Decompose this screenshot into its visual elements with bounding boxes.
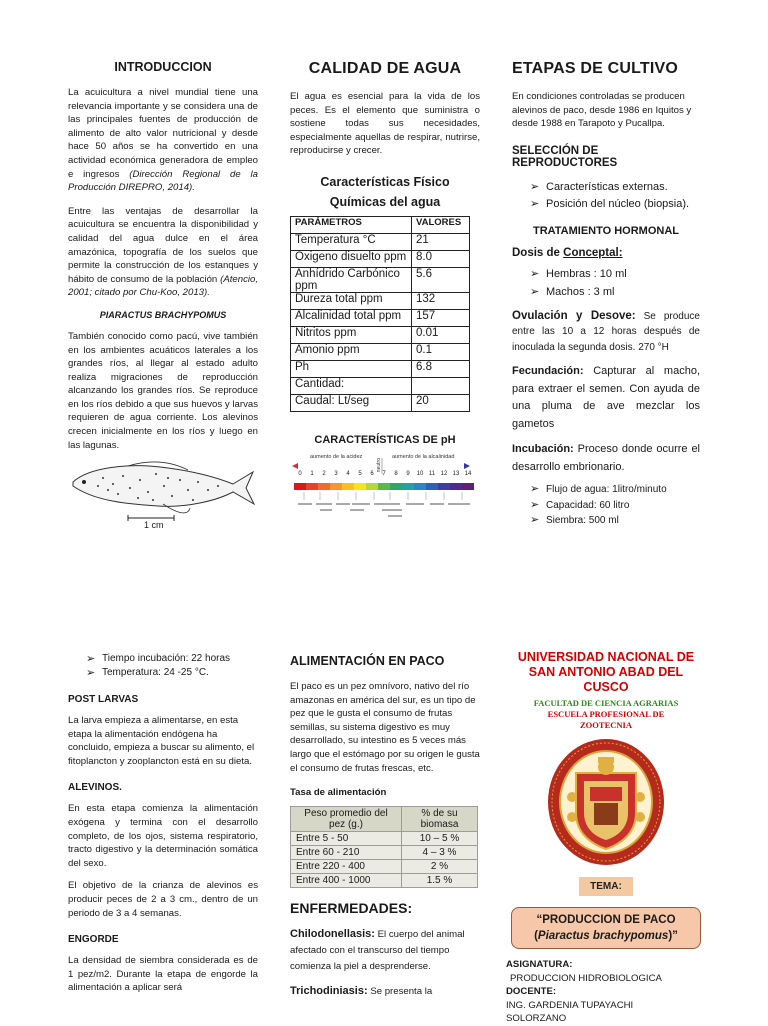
parameter-cell: Amonio ppm [291,343,412,360]
ph-number: 4 [346,470,350,477]
ph-color-cell [294,483,306,490]
ph-color-cell [318,483,330,490]
larvas-column [68,652,258,995]
species-title: PIARACTUS BRACHYPOMUS [99,309,227,320]
etapas-paragraph: En condiciones controladas se producen alevinos de paco, desde 1986 en Iquitos y desde 1988 en Tarapoto y Pucallpa. [512,91,692,130]
ovulacion-paragraph: Ovulación y Desove: Se produce entre las 10 a 12 horas después de inoculada la segunda dosis. 270 °H [512,309,700,353]
asignatura-block [506,958,706,1026]
asignatura-value: PRODUCCION HIDROBIOLOGICA [510,972,662,984]
alimentacion-column [290,654,480,1000]
incubacion-list [512,482,700,529]
ph-number: 5 [358,470,362,477]
parameter-cell: Oxigeno disuelto ppm [291,250,412,267]
table-row [291,860,478,874]
docente-value-1: ING. GARDENIA TUPAYACHI [506,999,634,1011]
table-row [291,309,470,326]
ph-title: CARACTERÍSTICAS DE pH [314,433,456,446]
parameter-cell: Anhídrido Carbónico ppm [291,267,412,292]
parameter-cell: Temperatura °C [291,233,412,250]
chilodonellasis-paragraph: Chilodonellasis: El cuerpo del animal afectado con el transcurso del tiempo comienza la piel a desprenderse. [290,928,465,973]
list-item: ➢ Características externas. [528,179,700,196]
biomass-cell: 10 – 5 % [402,832,478,846]
alevinos-title: ALEVINOS. [68,782,122,794]
post-larvas-title: POST LARVAS [68,694,139,705]
tasa-title: Tasa de alimentación [290,787,387,799]
intro-column [68,60,258,534]
ph-number: 6 [370,470,374,477]
ph-color-cell [402,483,414,490]
engorde-title: ENGORDE [68,934,119,946]
faculty-name: FACULTAD DE CIENCIA AGRARIAS [533,698,679,708]
biomass-cell: 2 % [402,860,478,874]
ph-number: 13 [452,470,460,477]
parameter-cell: Ph [291,360,412,377]
tema-scientific-name: Piaractus brachypomus [537,930,669,942]
value-cell: 20 [412,394,470,411]
post-larvas-paragraph: La larva empieza a alimentarse, en esta etapa la alimentación endógena ha concluido, empieza a buscar su alimento, el fitoplancton y zooplancton está en su dieta. [68,715,255,767]
ph-number: 11 [428,470,436,477]
ph-number: 10 [416,470,424,477]
ph-number: 14 [464,470,472,477]
ph-scale [290,453,480,520]
seleccion-title: SELECCIÓN DE REPRODUCTORES [512,144,618,169]
ph-color-cell [354,483,366,490]
ph-color-cell [414,483,426,490]
calidad-column [290,60,480,520]
alimentacion-title: ALIMENTACIÓN EN PACO [290,654,445,668]
ph-number: 2 [322,470,326,477]
list-item: ➢ Tiempo incubación: 22 horas [84,652,258,666]
calidad-paragraph: El agua es esencial para la vida de los peces. Es el elemento que suministra o sostiene todas sus necesidades, especialmente aquellas de respirar, nutrirse, reproducirse y crecer. [290,91,480,157]
docente-value-2: SOLORZANO [506,1013,567,1024]
ph-color-cell [450,483,462,490]
value-cell: 0.1 [412,343,470,360]
ph-neutral-label: neutro [376,457,382,473]
ph-number: 1 [310,470,314,477]
table-row [291,360,470,377]
objetivo-paragraph: El objetivo de la crianza de alevinos es producir peces de 2 a 3 cm., dentro de un periodo de 3 a 4 semanas. [68,880,258,919]
ph-color-cell [390,483,402,490]
list-item: ➢ Hembras : 10 ml [528,265,700,283]
table-row [291,250,470,267]
parameter-cell: Caudal: Lt/seg [291,394,412,411]
table-title: Características Físico Químicas del agua [320,174,450,209]
weight-cell: Entre 400 - 1000 [291,874,402,888]
seleccion-list [512,179,700,213]
table-row [291,394,470,411]
list-item: ➢ Siembra: 500 ml [528,513,700,529]
ph-color-cell [330,483,342,490]
table-row [291,377,470,394]
list-item: ➢ Capacidad: 60 litro [528,498,700,514]
enfermedades-title: ENFERMEDADES: [290,900,413,917]
trichodiniasis-paragraph: Trichodiniasis: Se presenta la [290,985,433,998]
ph-number: 3 [334,470,338,477]
value-cell: 0.01 [412,326,470,343]
intro-paragraph-3: También conocido como pacú, vive también en los ambientes acuáticos laterales a los grandes ríos, al llegar al estado adulto realiza migraciones de reproducción alcanzando los grandes ríos. Se reproduce en los ríos debido a que sus huevos y larvas requieren de agua corriente. Los alevinos crecen inicialmente en los ríos y luego en las lagunas. [68,330,258,451]
ph-acid-label: aumento de la acidez [310,453,363,460]
list-item: ➢ Flujo de agua: 1litro/minuto [528,482,700,498]
weight-cell: Entre 220 - 400 [291,860,402,874]
water-parameters-table [290,216,470,412]
alevinos-paragraph: En esta etapa comienza la alimentación exógena y termina con el desarrollo completo, de los ojos, sistema respiratorio, tracto digestivo y la determinación somática del sexo. [68,803,258,869]
dosis-heading: Dosis de Conceptal: [512,246,623,259]
tratamiento-title: TRATAMIENTO HORMONAL [532,224,680,237]
value-cell: 157 [412,309,470,326]
ph-color-cell [462,483,474,490]
value-cell: 132 [412,292,470,309]
parameter-cell: Nitritos ppm [291,326,412,343]
ph-color-cell [342,483,354,490]
ph-color-cell [306,483,318,490]
cover-column [506,650,706,1026]
engorde-paragraph: La densidad de siembra considerada es de 1 pez/m2. Durante la etapa de engorde la alimentación a aplicar será [68,955,258,994]
ph-number: 0 [298,470,302,477]
parameter-cell: Alcalinidad total ppm [291,309,412,326]
etapas-title: ETAPAS DE CULTIVO [512,60,679,77]
docente-label: DOCENTE: [506,986,557,997]
parameter-cell: Dureza total ppm [291,292,412,309]
value-cell: 6.8 [412,360,470,377]
tema-box: “PRODUCCION DE PACO (Piaractus brachypomus)” [511,907,701,949]
fecundacion-paragraph: Fecundación: Capturar al macho, para extraer el semen. Con ayuda de una pluma de ave mezclar los gametos [512,365,700,430]
tasa-col-peso: Peso promedio del pez (g.) [291,807,402,832]
intro-paragraph-2: Entre las ventajas de desarrollar la acuicultura se encuentra la disponibilidad y calidad del agua dulce en el área amazónica, topografía de los suelos que permite la construcción de los estanques y hábito de consumo de la población (Atencio, 2001; citado por Chu-Koo, 2013). [68,205,259,299]
asignatura-label: ASIGNATURA: [506,959,573,970]
value-cell [412,377,470,394]
fish-illustration [68,460,258,534]
university-seal [546,737,666,867]
etapas-column [512,60,700,529]
ph-color-cell [366,483,378,490]
alimentacion-paragraph: El paco es un pez omnívoro, nativo del río amazonas en américa del sur, es un tipo de pez que le gusta el consumo de frutas semillas, su sistema digestivo es muy desarrollado, su intestino es 5 veces más largo que el estómago por su origen le gusta el consumo de frutas frescas, etc. [290,681,480,774]
table-row [291,846,478,860]
table-row [291,343,470,360]
list-item: ➢ Posición del núcleo (biopsia). [528,196,700,213]
table-row [291,233,470,250]
intro-paragraph-1: La acuicultura a nivel mundial tiene una relevancia importante y se considera una de las principales fuentes de producción de alimento de alto valor nutricional y desde hace 50 años se ha convertido en una actividad económica generadora de empleo e ingresos (Dirección Regional de la Producción DIREPRO, 2014). [68,87,259,194]
table-row [291,874,478,888]
ph-number: 9 [406,470,410,477]
list-item: ➢ Machos : 3 ml [528,283,700,301]
weight-cell: Entre 5 - 50 [291,832,402,846]
value-cell: 8.0 [412,250,470,267]
calidad-title: CALIDAD DE AGUA [308,60,462,77]
tasa-col-biomasa: % de su biomasa [402,807,478,832]
ph-alk-label: aumento de la alcalinidad [392,453,455,460]
scale-label: 1 cm [144,520,164,531]
table-row [291,326,470,343]
weight-cell: Entre 60 - 210 [291,846,402,860]
ph-number: 12 [440,470,448,477]
list-item: ➢ Temperatura: 24 -25 °C. [84,666,258,680]
dosis-list [512,265,700,301]
school-name: ESCUELA PROFESIONAL DE ZOOTECNIA [547,709,665,730]
table-row [291,292,470,309]
ph-color-cell [426,483,438,490]
ph-numbers [290,471,480,479]
table-row [291,832,478,846]
ph-color-cell [438,483,450,490]
ph-color-cell [378,483,390,490]
table-row [291,267,470,292]
value-cell: 21 [412,233,470,250]
biomass-cell: 4 – 3 % [402,846,478,860]
parameter-cell: Cantidad: [291,377,412,394]
tasa-header [291,807,478,832]
tema-title: “PRODUCCION DE PACO [536,914,676,926]
incubacion-paragraph: Incubación: Proceso donde ocurre el desarrollo embrionario. [512,443,700,473]
biomass-cell: 1.5 % [402,874,478,888]
table-header [291,216,470,233]
header-valores: VALORES [412,216,470,233]
ph-number: 7 [382,470,386,477]
university-name: UNIVERSIDAD NACIONAL DE SAN ANTONIO ABAD DEL CUSCO [517,650,695,694]
incubacion-extra-list [68,652,258,680]
intro-title: INTRODUCCION [114,60,212,74]
value-cell: 5.6 [412,267,470,292]
tasa-alimentacion-table [290,806,478,888]
header-parametros: PARÁMETROS [291,216,412,233]
ph-number: 8 [394,470,398,477]
tema-label: TEMA: [579,877,633,896]
